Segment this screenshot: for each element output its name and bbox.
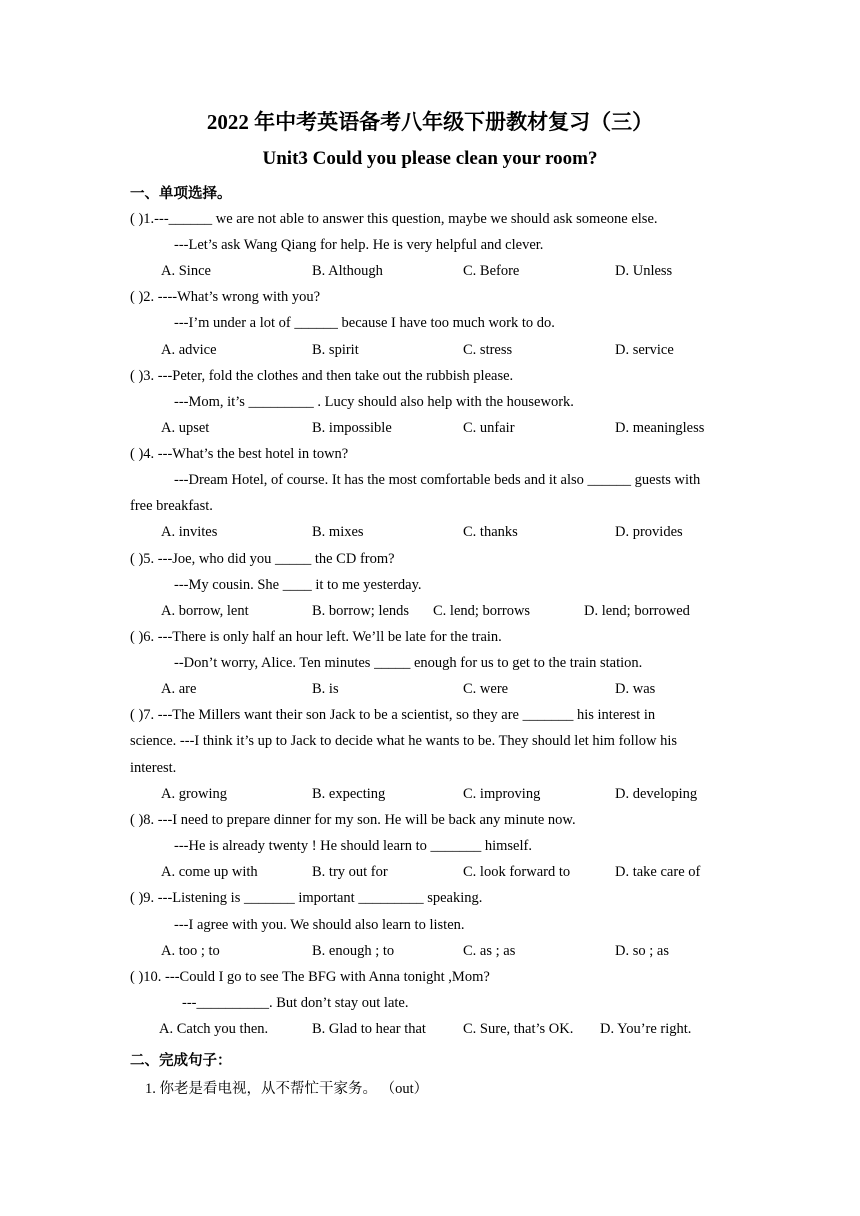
option-a: A. advice	[161, 342, 217, 358]
option-c: C. Before	[463, 263, 520, 279]
option-a: A. come up with	[161, 864, 258, 880]
option-d: D. lend; borrowed	[584, 603, 690, 619]
option-b: B. Glad to hear that	[312, 1021, 426, 1037]
option-a: A. growing	[161, 786, 228, 802]
option-c: C. thanks	[463, 524, 518, 540]
option-c: C. look forward to	[463, 864, 571, 880]
option-a: A. too ; to	[161, 943, 220, 959]
option-d: D. service	[615, 342, 674, 358]
option-a: A. are	[161, 681, 197, 697]
question-stem: ( )8. ---I need to prepare dinner for my son. He will be back any minute now.	[130, 812, 576, 828]
question-response-continued: free breakfast.	[130, 498, 213, 514]
option-b: B. Although	[312, 263, 383, 279]
option-b: B. is	[312, 681, 339, 697]
option-d: D. Unless	[615, 263, 673, 279]
option-d: D. take care of	[615, 864, 701, 880]
question-stem: ( )6. ---There is only half an hour left. We’ll be late for the train.	[130, 629, 502, 645]
option-d: D. developing	[615, 786, 698, 802]
question-stem: ( )10. ---Could I go to see The BFG with Anna tonight ,Mom?	[130, 969, 490, 985]
option-c: C. unfair	[463, 420, 515, 436]
option-b: B. borrow; lends	[312, 603, 410, 619]
option-d: D. was	[615, 681, 656, 697]
option-d: D. You’re right.	[600, 1021, 692, 1037]
question-response: --Don’t worry, Alice. Ten minutes _____ enough for us to get to the train station.	[174, 655, 643, 671]
question-response: ---__________. But don’t stay out late.	[182, 995, 409, 1011]
question-stem: ( )4. ---What’s the best hotel in town?	[130, 446, 349, 462]
option-b: B. mixes	[312, 524, 364, 540]
option-b: B. enough ; to	[312, 943, 395, 959]
question-stem: ( )1.---______ we are not able to answer this question, maybe we should ask someone else.	[130, 211, 658, 227]
question-response: ---Dream Hotel, of course. It has the most comfortable beds and it also ______ guests with	[174, 472, 701, 488]
option-c: C. lend; borrows	[433, 603, 531, 619]
option-c: C. as ; as	[463, 943, 516, 959]
question-response-continued: interest.	[130, 760, 177, 776]
option-d: D. provides	[615, 524, 683, 540]
section-heading-complete-sentences: 二、完成句子：	[130, 1053, 232, 1069]
question-response: ---I’m under a lot of ______ because I have too much work to do.	[174, 315, 555, 331]
page-title: 2022 年中考英语备考八年级下册教材复习（三）	[206, 110, 654, 134]
question-response: ---I agree with you. We should also learn to listen.	[174, 917, 465, 933]
question-response: ---He is already twenty ! He should learn to _______ himself.	[174, 838, 532, 854]
question-stem: ( )3. ---Peter, fold the clothes and then take out the rubbish please.	[130, 368, 514, 384]
option-c: C. were	[463, 681, 509, 697]
option-b: B. impossible	[312, 420, 392, 436]
option-a: A. Catch you then.	[159, 1021, 269, 1037]
option-c: C. stress	[463, 342, 513, 358]
question-response: ---My cousin. She ____ it to me yesterday.	[174, 577, 422, 593]
sentence-item: 1. 你老是看电视，从不帮忙干家务。 （out）	[145, 1081, 429, 1097]
question-stem: ( )7. ---The Millers want their son Jack to be a scientist, so they are _______ his interest in	[130, 707, 656, 723]
option-a: A. upset	[161, 420, 210, 436]
option-b: B. try out for	[312, 864, 388, 880]
question-stem: ( )2. ----What’s wrong with you?	[130, 289, 321, 305]
page-subtitle: Unit3 Could you please clean your room?	[262, 148, 598, 169]
question-response: ---Mom, it’s _________ . Lucy should also help with the housework.	[174, 394, 574, 410]
question-response: science. ---I think it’s up to Jack to decide what he wants to be. They should let him follow his	[130, 733, 677, 749]
option-c: C. Sure, that’s OK.	[463, 1021, 574, 1037]
option-a: A. Since	[161, 263, 211, 279]
option-b: B. spirit	[312, 342, 359, 358]
option-c: C. improving	[463, 786, 541, 802]
option-d: D. meaningless	[615, 420, 705, 436]
question-response: ---Let’s ask Wang Qiang for help. He is very helpful and clever.	[174, 237, 544, 253]
question-stem: ( )5. ---Joe, who did you _____ the CD from?	[130, 551, 395, 567]
section-heading-multiple-choice: 一、单项选择。	[130, 186, 232, 202]
question-stem: ( )9. ---Listening is _______ important _________ speaking.	[130, 890, 483, 906]
option-a: A. borrow, lent	[161, 603, 249, 619]
option-b: B. expecting	[312, 786, 386, 802]
option-a: A. invites	[161, 524, 218, 540]
option-d: D. so ; as	[615, 943, 669, 959]
